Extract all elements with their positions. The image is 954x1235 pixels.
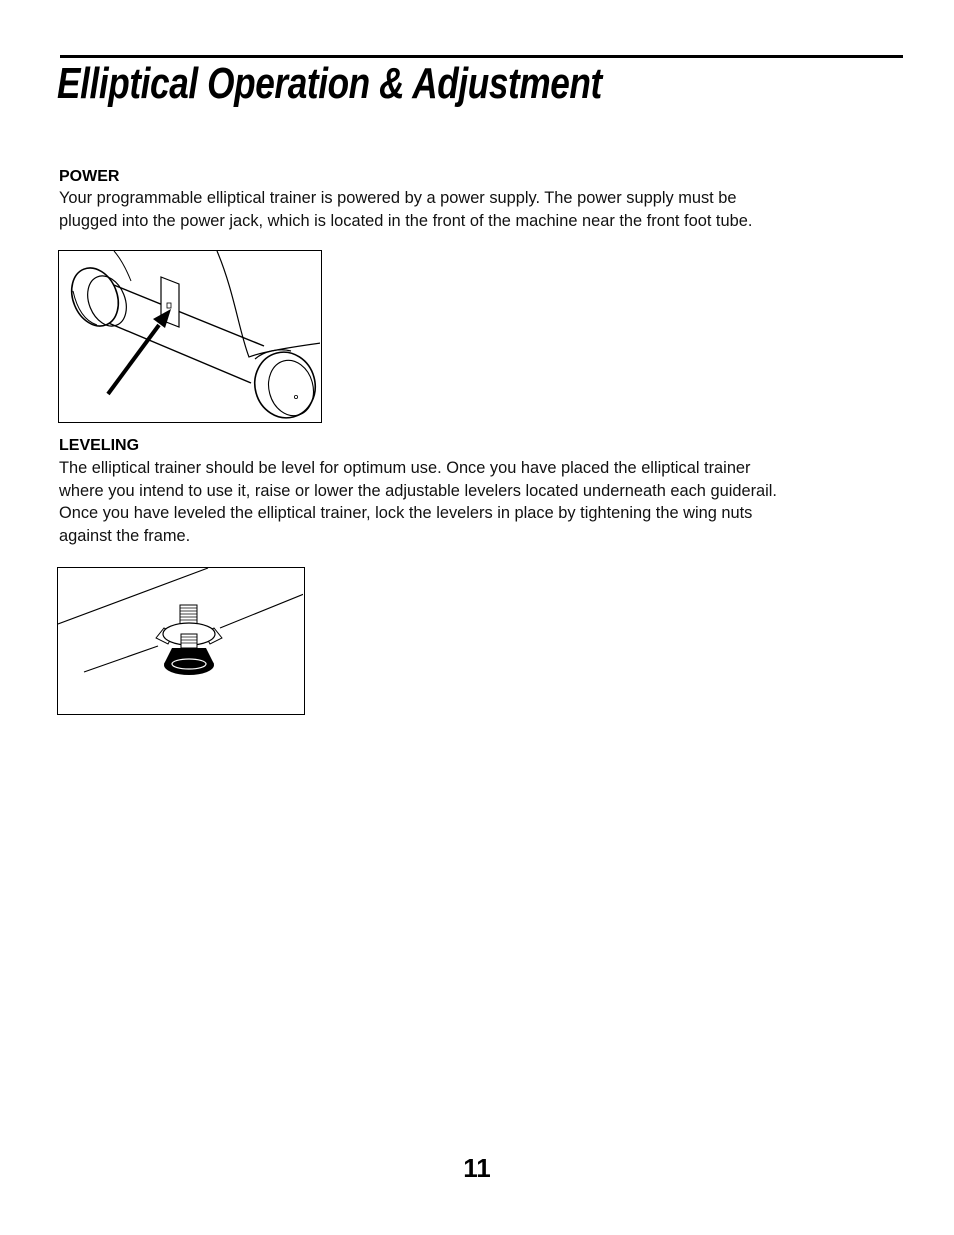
section-body-power <box>59 187 889 232</box>
page-number: 11 <box>463 1153 491 1183</box>
body-line: Your programmable elliptical trainer is powered by a power supply. The power supply must be <box>59 189 737 207</box>
section-heading-power: POWER <box>59 168 120 185</box>
power-jack-illustration <box>58 250 322 423</box>
body-line: against the frame. <box>59 526 191 545</box>
leveler-illustration <box>57 567 305 715</box>
section-body-leveling <box>59 457 889 547</box>
body-line: The elliptical trainer should be level for optimum use. Once you have placed the elliptical trainer <box>59 459 751 477</box>
body-line: Once you have leveled the elliptical trainer, lock the levelers in place by tightening the wing nuts <box>59 504 753 522</box>
body-line: where you intend to use it, raise or lower the adjustable levelers located underneath each guiderail. <box>59 481 777 500</box>
page-title: Elliptical Operation & Adjustment <box>57 59 602 108</box>
body-line: plugged into the power jack, which is located in the front of the machine near the front foot tube. <box>59 211 753 230</box>
section-heading-leveling: LEVELING <box>59 437 140 454</box>
